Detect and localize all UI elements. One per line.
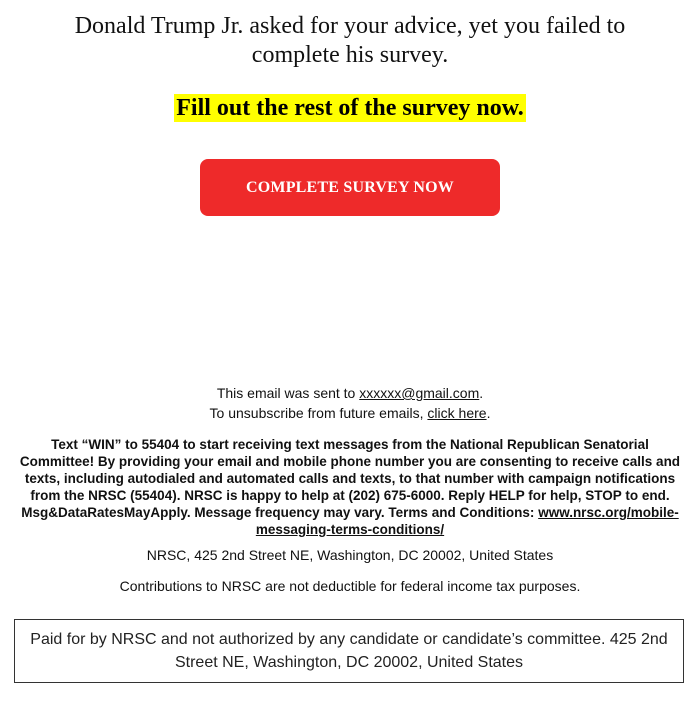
unsubscribe-suffix: . (486, 405, 491, 421)
cta-text-container (0, 94, 700, 122)
sent-prefix: This email was sent to (216, 385, 360, 401)
unsubscribe-link[interactable]: click here (427, 405, 487, 421)
sms-text: Text “WIN” to 55404 to start receiving text messages from the National Republican Senatorial Committee! By providing your email and mobile phone number you are consenting to receive calls and texts, including autodialed and automated calls and texts, to that number with campaign notifications from the NRSC (55404). NRSC is happy to help at (202) 675-6000. Reply HELP for help, STOP to end. Msg&DataRatesMayApply. Message frequency may vary. Terms and Conditions: (19, 437, 681, 520)
unsubscribe-line (0, 405, 700, 422)
complete-survey-button[interactable]: COMPLETE SURVEY NOW (200, 159, 500, 216)
paid-for-text: Paid for by NRSC and not authorized by any candidate or candidate’s committee. 425 2nd Street NE, Washington, DC 20002, United States (30, 631, 668, 671)
sent-suffix: . (479, 385, 484, 401)
sent-to-line (0, 385, 700, 402)
tax-note: Contributions to NRSC are not deductible for federal income tax purposes. (119, 578, 581, 594)
cta-text-highlighted: Fill out the rest of the survey now. (176, 95, 524, 121)
terms-link[interactable]: www.nrsc.org/mobile-messaging-terms-conditions/ (255, 505, 679, 537)
sms-disclaimer (18, 436, 682, 538)
address-line: NRSC, 425 2nd Street NE, Washington, DC 20002, United States (146, 547, 554, 563)
paid-for-disclaimer-box (14, 619, 684, 683)
headline: Donald Trump Jr. asked for your advice, yet you failed to complete his survey. (74, 13, 626, 68)
recipient-email-link[interactable]: xxxxxx@gmail.com (359, 385, 480, 401)
unsubscribe-prefix: To unsubscribe from future emails, (209, 405, 428, 421)
